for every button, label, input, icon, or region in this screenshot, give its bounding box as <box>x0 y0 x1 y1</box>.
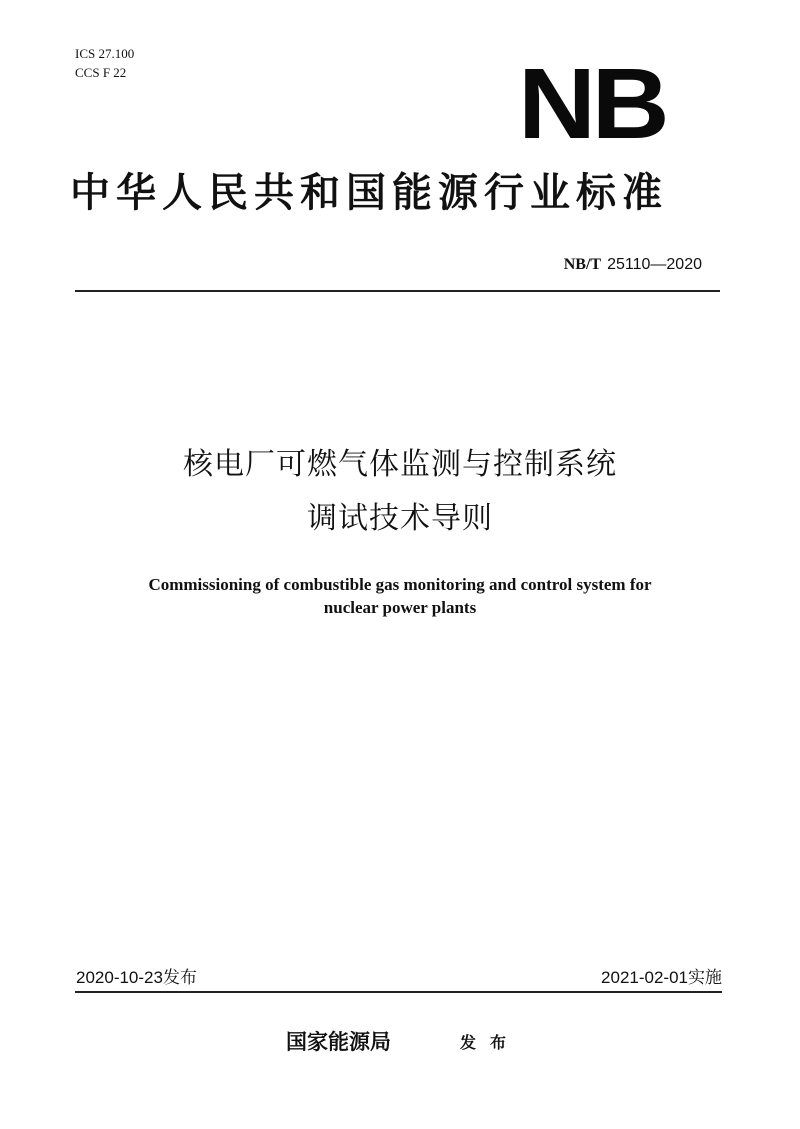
implementation-date: 2021-02-01实施 <box>601 968 722 987</box>
authority-title: 中华人民共和国能源行业标准 <box>70 169 668 216</box>
nb-logo: NB <box>518 48 666 160</box>
standard-prefix: NB/T <box>563 256 602 273</box>
standard-number-value: 25110—2020 <box>607 256 702 273</box>
standard-number <box>564 254 702 275</box>
publish-verb: 发布 <box>460 1033 521 1052</box>
ics-code: ICS 27.100 <box>75 46 135 61</box>
english-title-line-2: nuclear power plants <box>323 598 477 617</box>
chinese-title-line-1: 核电厂可燃气体监测与控制系统 <box>183 447 617 482</box>
issue-date: 2020-10-23发布 <box>76 968 197 987</box>
english-title-line-1: Commissioning of combustible gas monitoring and control system for <box>148 575 652 594</box>
publisher: 国家能源局 <box>286 1029 391 1054</box>
top-divider <box>75 290 720 292</box>
ccs-code: CCS F 22 <box>75 65 127 80</box>
chinese-title-line-2: 调试技术导则 <box>307 501 493 536</box>
bottom-divider <box>75 991 722 993</box>
